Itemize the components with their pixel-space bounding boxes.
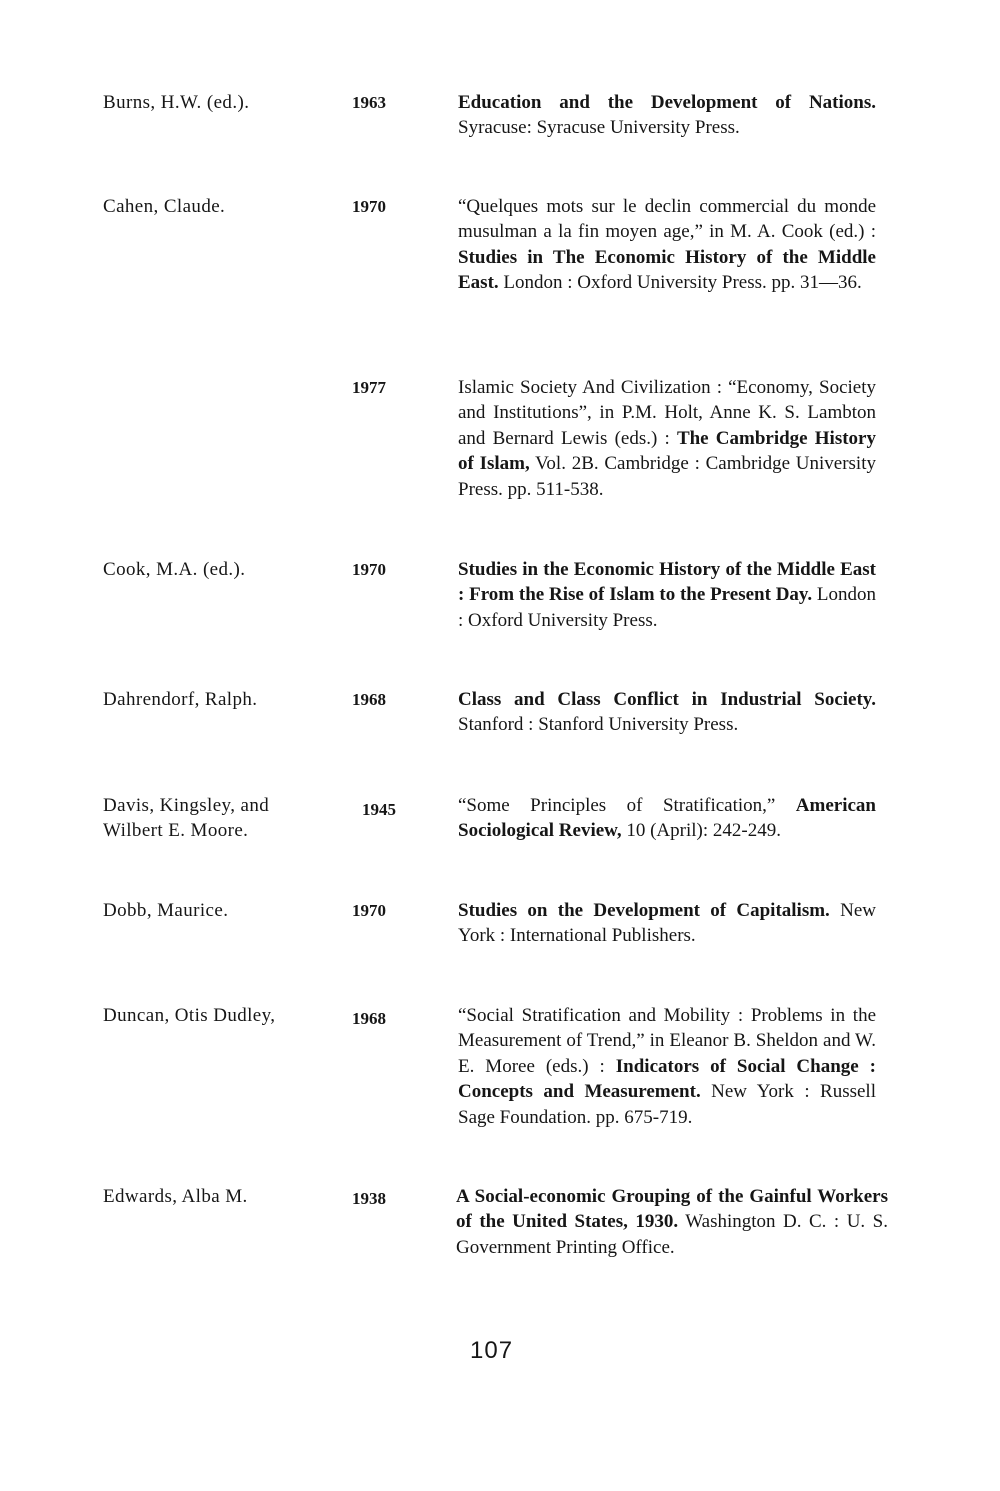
reference-text — [458, 687, 876, 738]
reference-author: Duncan, Otis Dudley, — [103, 1005, 276, 1026]
reference-author: Dobb, Maurice. — [103, 900, 229, 921]
reference-year: 1938 — [352, 1189, 386, 1208]
reference-year: 1977 — [352, 378, 386, 397]
reference-detail: London : Oxford University Press. pp. 31—36. — [498, 272, 862, 294]
reference-author: Cook, M.A. (ed.). — [103, 559, 246, 580]
reference-text — [458, 90, 876, 141]
reference-author: Burns, H.W. (ed.). — [103, 92, 250, 113]
reference-year: 1968 — [352, 690, 386, 709]
reference-year: 1970 — [352, 197, 386, 216]
reference-text — [458, 793, 876, 844]
reference-title: Class and Class Conflict in Industrial Society. — [458, 689, 876, 710]
reference-detail: 10 (April): 242-249. — [621, 820, 781, 842]
reference-title: Indicators of Social Change : Concepts and Measurement. — [458, 1055, 876, 1103]
reference-title: Studies on the Development of Capitalism. — [458, 900, 830, 921]
reference-author: Dahrendorf, Ralph. — [103, 689, 258, 710]
reference-detail: “Social Stratification and Mobility : Problems in the Measurement of Trend,” in Eleanor B. Sheldon and W. E. Moree (eds.) : — [458, 1005, 876, 1077]
reference-detail: Washington D. C. : U. S. Government Printing Office. — [456, 1211, 888, 1258]
reference-year: 1968 — [352, 1009, 386, 1028]
reference-title: A Social-economic Grouping of the Gainful Workers of the United States, 1930. — [456, 1186, 888, 1233]
reference-title: Studies in the Economic History of the Middle East : From the Rise of Islam to the Present Day. — [458, 559, 876, 606]
reference-year: 1945 — [362, 800, 396, 819]
reference-year: 1963 — [352, 93, 386, 112]
reference-text — [458, 194, 876, 296]
reference-detail: “Some Principles of Stratification,” — [458, 795, 796, 816]
reference-title: Studies in The Economic History of the Middle East. — [458, 246, 876, 294]
reference-year: 1970 — [352, 901, 386, 920]
reference-detail: New York : International Publishers. — [458, 900, 876, 947]
reference-title: Education and the Development of Nations. — [458, 92, 876, 113]
reference-detail: Syracuse: Syracuse University Press. — [458, 117, 740, 139]
page-number: 107 — [470, 1337, 514, 1364]
reference-detail: Vol. 2B. Cambridge : Cambridge University Press. pp. 511-538. — [458, 453, 876, 500]
reference-title: American Sociological Review, — [458, 795, 876, 842]
reference-author: Edwards, Alba M. — [103, 1186, 248, 1207]
reference-text — [456, 1184, 888, 1260]
reference-author: Cahen, Claude. — [103, 196, 226, 217]
reference-text — [458, 375, 876, 502]
reference-detail: “Quelques mots sur le declin commercial du monde musulman a la fin moyen age,” in M. A. Cook (ed.) : — [458, 196, 876, 243]
reference-author: Davis, Kingsley, and Wilbert E. Moore. — [103, 795, 270, 841]
reference-year: 1970 — [352, 560, 386, 579]
reference-text — [458, 898, 876, 949]
reference-detail: New York : Russell Sage Foundation. pp. 675-719. — [458, 1081, 876, 1128]
reference-detail: London : Oxford University Press. — [458, 584, 877, 631]
reference-text — [458, 557, 876, 633]
reference-detail: Stanford : Stanford University Press. — [458, 714, 739, 736]
reference-title: The Cambridge History of Islam, — [458, 427, 876, 475]
reference-text — [458, 1003, 876, 1130]
reference-detail: Islamic Society And Civilization : “Economy, Society and Institutions”, in P.M. Holt, Anne K. S. Lambton and Bernard Lewis (eds.) : — [458, 377, 876, 449]
